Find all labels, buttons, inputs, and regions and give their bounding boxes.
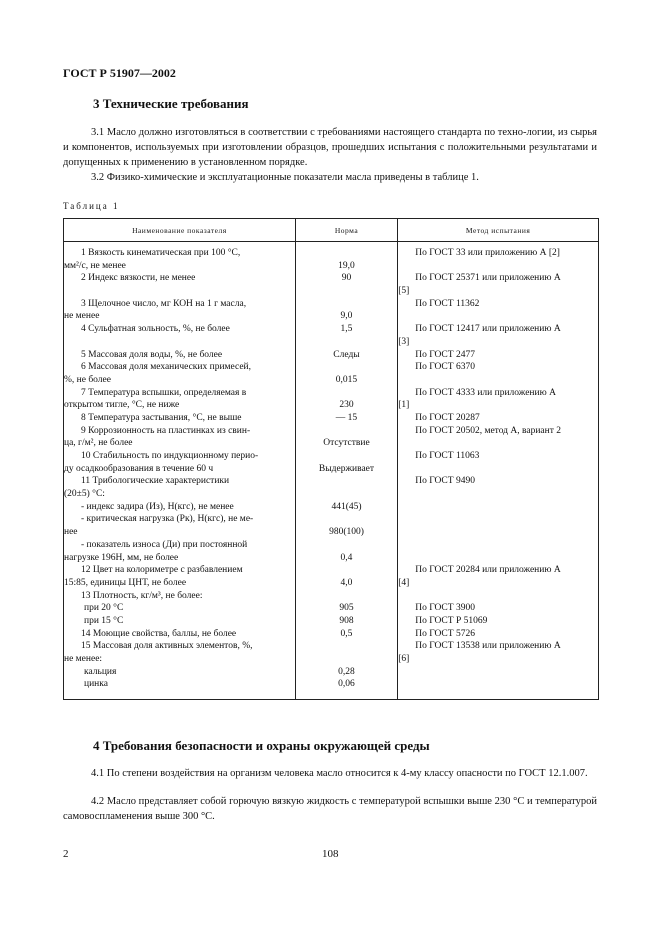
norm-value (296, 475, 397, 488)
property-line (64, 285, 295, 298)
property-line: при 20 °С (84, 603, 124, 614)
norm-value (296, 590, 397, 603)
norm-value: — 15 (335, 412, 358, 423)
method-line (398, 526, 598, 539)
method-line (398, 666, 598, 679)
method-line: По ГОСТ 12417 или приложению А (415, 324, 561, 335)
method-line (398, 678, 598, 691)
document-header: ГОСТ Р 51907—2002 (63, 66, 176, 80)
property-line: 10 Стабильность по индукционному перио- (81, 451, 259, 461)
method-line: По ГОСТ 6370 (415, 362, 475, 373)
method-line: По ГОСТ 4333 или приложению А (415, 387, 556, 398)
norm-value: 9,0 (340, 311, 353, 322)
property-line: ду осадкообразования в течение 60 ч (64, 463, 214, 474)
norm-value (296, 285, 397, 298)
method-line: [4] (398, 577, 410, 588)
paragraph-4-2: 4.2 Масло представляет собой горючую вязкую жидкость с температурой вспышки выше 230 °С и температурой самовоспламенения выше 300 °С. (63, 796, 597, 822)
method-line (398, 539, 598, 552)
norm-value (296, 361, 397, 374)
method-line: По ГОСТ 20284 или приложению А (415, 565, 561, 576)
norm-value: 0,28 (338, 666, 355, 677)
method-line: [6] (398, 654, 410, 664)
property-line: нее (64, 527, 78, 538)
norm-value: 905 (339, 603, 354, 614)
property-line: ца, г/м², не более (64, 438, 133, 449)
property-line: %, не более (64, 374, 111, 385)
property-line: 2 Индекс вязкости, не менее (81, 273, 196, 284)
property-line: 12 Цвет на колориметре с разбавлением (81, 565, 243, 576)
paragraph-3-1: 3.1 Масло должно изготовляться в соответствии с требованиями настоящего стандарта по техно-логии, из сырья и компонентов, используемых при изготовлении образцов, прошедших испытания с положительными результатами и допущенных к применению в установленном порядке. (63, 127, 597, 168)
paragraph-3-2: 3.2 Физико-химические и эксплуатационные показатели масла приведены в таблице 1. (91, 172, 479, 183)
method-column (398, 242, 599, 692)
norm-value (296, 564, 397, 577)
property-line: 8 Температура застывания, °С, не выше (81, 412, 242, 423)
method-line (398, 552, 598, 565)
property-line: 6 Массовая доля механических примесей, (81, 362, 252, 373)
norm-column (295, 242, 397, 692)
method-line (398, 463, 598, 476)
property-line: открытом тигле, °С, не ниже (64, 400, 180, 411)
property-line: 9 Коррозионность на пластинках из свин- (81, 425, 251, 436)
column-header-method: Метод испытания (398, 219, 599, 242)
method-line: По ГОСТ 33 или приложению А [2] (415, 248, 560, 258)
method-line: По ГОСТ 5726 (415, 628, 475, 639)
property-line: не менее: (64, 654, 103, 664)
column-header-norm: Норма (295, 219, 397, 242)
method-line: По ГОСТ 3900 (415, 603, 475, 614)
norm-value: Следы (333, 349, 360, 360)
property-line: кальция (84, 666, 117, 677)
property-line: мм²/с, не менее (64, 260, 126, 271)
norm-value (296, 513, 397, 526)
property-line: не менее (64, 311, 100, 322)
norm-value (296, 450, 397, 463)
method-line: По ГОСТ 13538 или приложению А (415, 641, 561, 652)
method-line: По ГОСТ 9490 (415, 476, 475, 487)
norm-value (296, 653, 397, 666)
property-line: 4 Сульфатная зольность, %, не более (81, 324, 230, 335)
method-line: По ГОСТ 20502, метод А, вариант 2 (415, 425, 561, 436)
method-line: [5] (398, 286, 410, 297)
property-line: 11 Трибологические характеристики (81, 476, 230, 487)
method-line (398, 501, 598, 514)
property-line: 3 Щелочное число, мг КОН на 1 г масла, (81, 298, 247, 309)
paragraph-4-1: 4.1 По степени воздействия на организм человека масло относится к 4-му классу опасности по ГОСТ 12.1.007. (91, 768, 588, 779)
property-line: 15 Массовая доля активных элементов, %, (81, 641, 253, 652)
method-line (398, 374, 598, 387)
property-line: 13 Плотность, кг/м³, не более: (81, 590, 203, 601)
norm-value: 0,015 (335, 374, 358, 385)
property-line (64, 336, 295, 349)
method-line (398, 488, 598, 501)
norm-value (296, 336, 397, 349)
property-line: 14 Моющие свойства, баллы, не более (81, 628, 237, 639)
page-number-left: 2 (63, 848, 69, 860)
property-line: (20±5) °С: (64, 489, 105, 500)
property-line: 15:85, единицы ЦНТ, не более (64, 577, 187, 588)
norm-value (296, 488, 397, 501)
method-line: По ГОСТ 25371 или приложению А (415, 273, 561, 284)
norm-value (296, 298, 397, 311)
property-column (64, 242, 296, 692)
method-line (398, 260, 598, 273)
norm-value: 230 (339, 400, 354, 411)
norm-value: 0,5 (340, 628, 353, 639)
property-line: 7 Температура вспышки, определяемая в (81, 387, 247, 398)
method-line: [1] (398, 400, 410, 411)
section-4-title: 4 Требования безопасности и охраны окружающей среды (93, 738, 430, 753)
norm-value: Отсутствие (323, 438, 370, 449)
method-line: По ГОСТ 11063 (415, 451, 480, 461)
norm-value (296, 425, 397, 438)
norm-value (296, 387, 397, 400)
section-3-title: 3 Технические требования (93, 96, 249, 111)
norm-value: 980(100) (329, 527, 364, 538)
table-caption: Таблица 1 (63, 201, 120, 211)
norm-value: 0,06 (338, 679, 355, 690)
norm-value: 19,0 (338, 260, 355, 271)
norm-value (296, 640, 397, 653)
norm-value: 0,4 (340, 552, 353, 563)
method-line: [3] (398, 336, 410, 347)
norm-value: 4,0 (340, 577, 353, 588)
property-line: - индекс задира (Из), Н(кгс), не менее (81, 501, 234, 512)
method-line (398, 590, 598, 603)
norm-value: 441(45) (331, 501, 362, 512)
method-line (398, 310, 598, 323)
norm-value: 90 (341, 273, 352, 284)
norm-value: Выдерживает (318, 463, 375, 474)
column-header-property: Наименование показателя (64, 219, 296, 242)
method-line (398, 437, 598, 450)
property-line: при 15 °С (84, 615, 124, 626)
method-line: По ГОСТ 2477 (415, 349, 475, 360)
method-line (398, 513, 598, 526)
norm-value (296, 539, 397, 552)
norm-value: 1,5 (340, 324, 353, 335)
norm-value (296, 247, 397, 260)
method-line: По ГОСТ 11362 (415, 298, 480, 309)
property-line: нагрузке 196Н, мм, не более (64, 552, 179, 563)
property-line: цинка (84, 679, 108, 690)
method-line: По ГОСТ Р 51069 (415, 615, 488, 626)
method-line: По ГОСТ 20287 (415, 412, 480, 423)
property-line: 1 Вязкость кинематическая при 100 °С, (81, 248, 241, 258)
norm-value: 908 (339, 615, 354, 626)
page-number-center: 108 (322, 848, 339, 860)
property-line: 5 Массовая доля воды, %, не более (81, 349, 223, 360)
property-line: - критическая нагрузка (Рк), Н(кгс), не ме- (81, 514, 254, 525)
property-line: - показатель износа (Ди) при постоянной (81, 539, 248, 550)
properties-table (63, 218, 599, 700)
